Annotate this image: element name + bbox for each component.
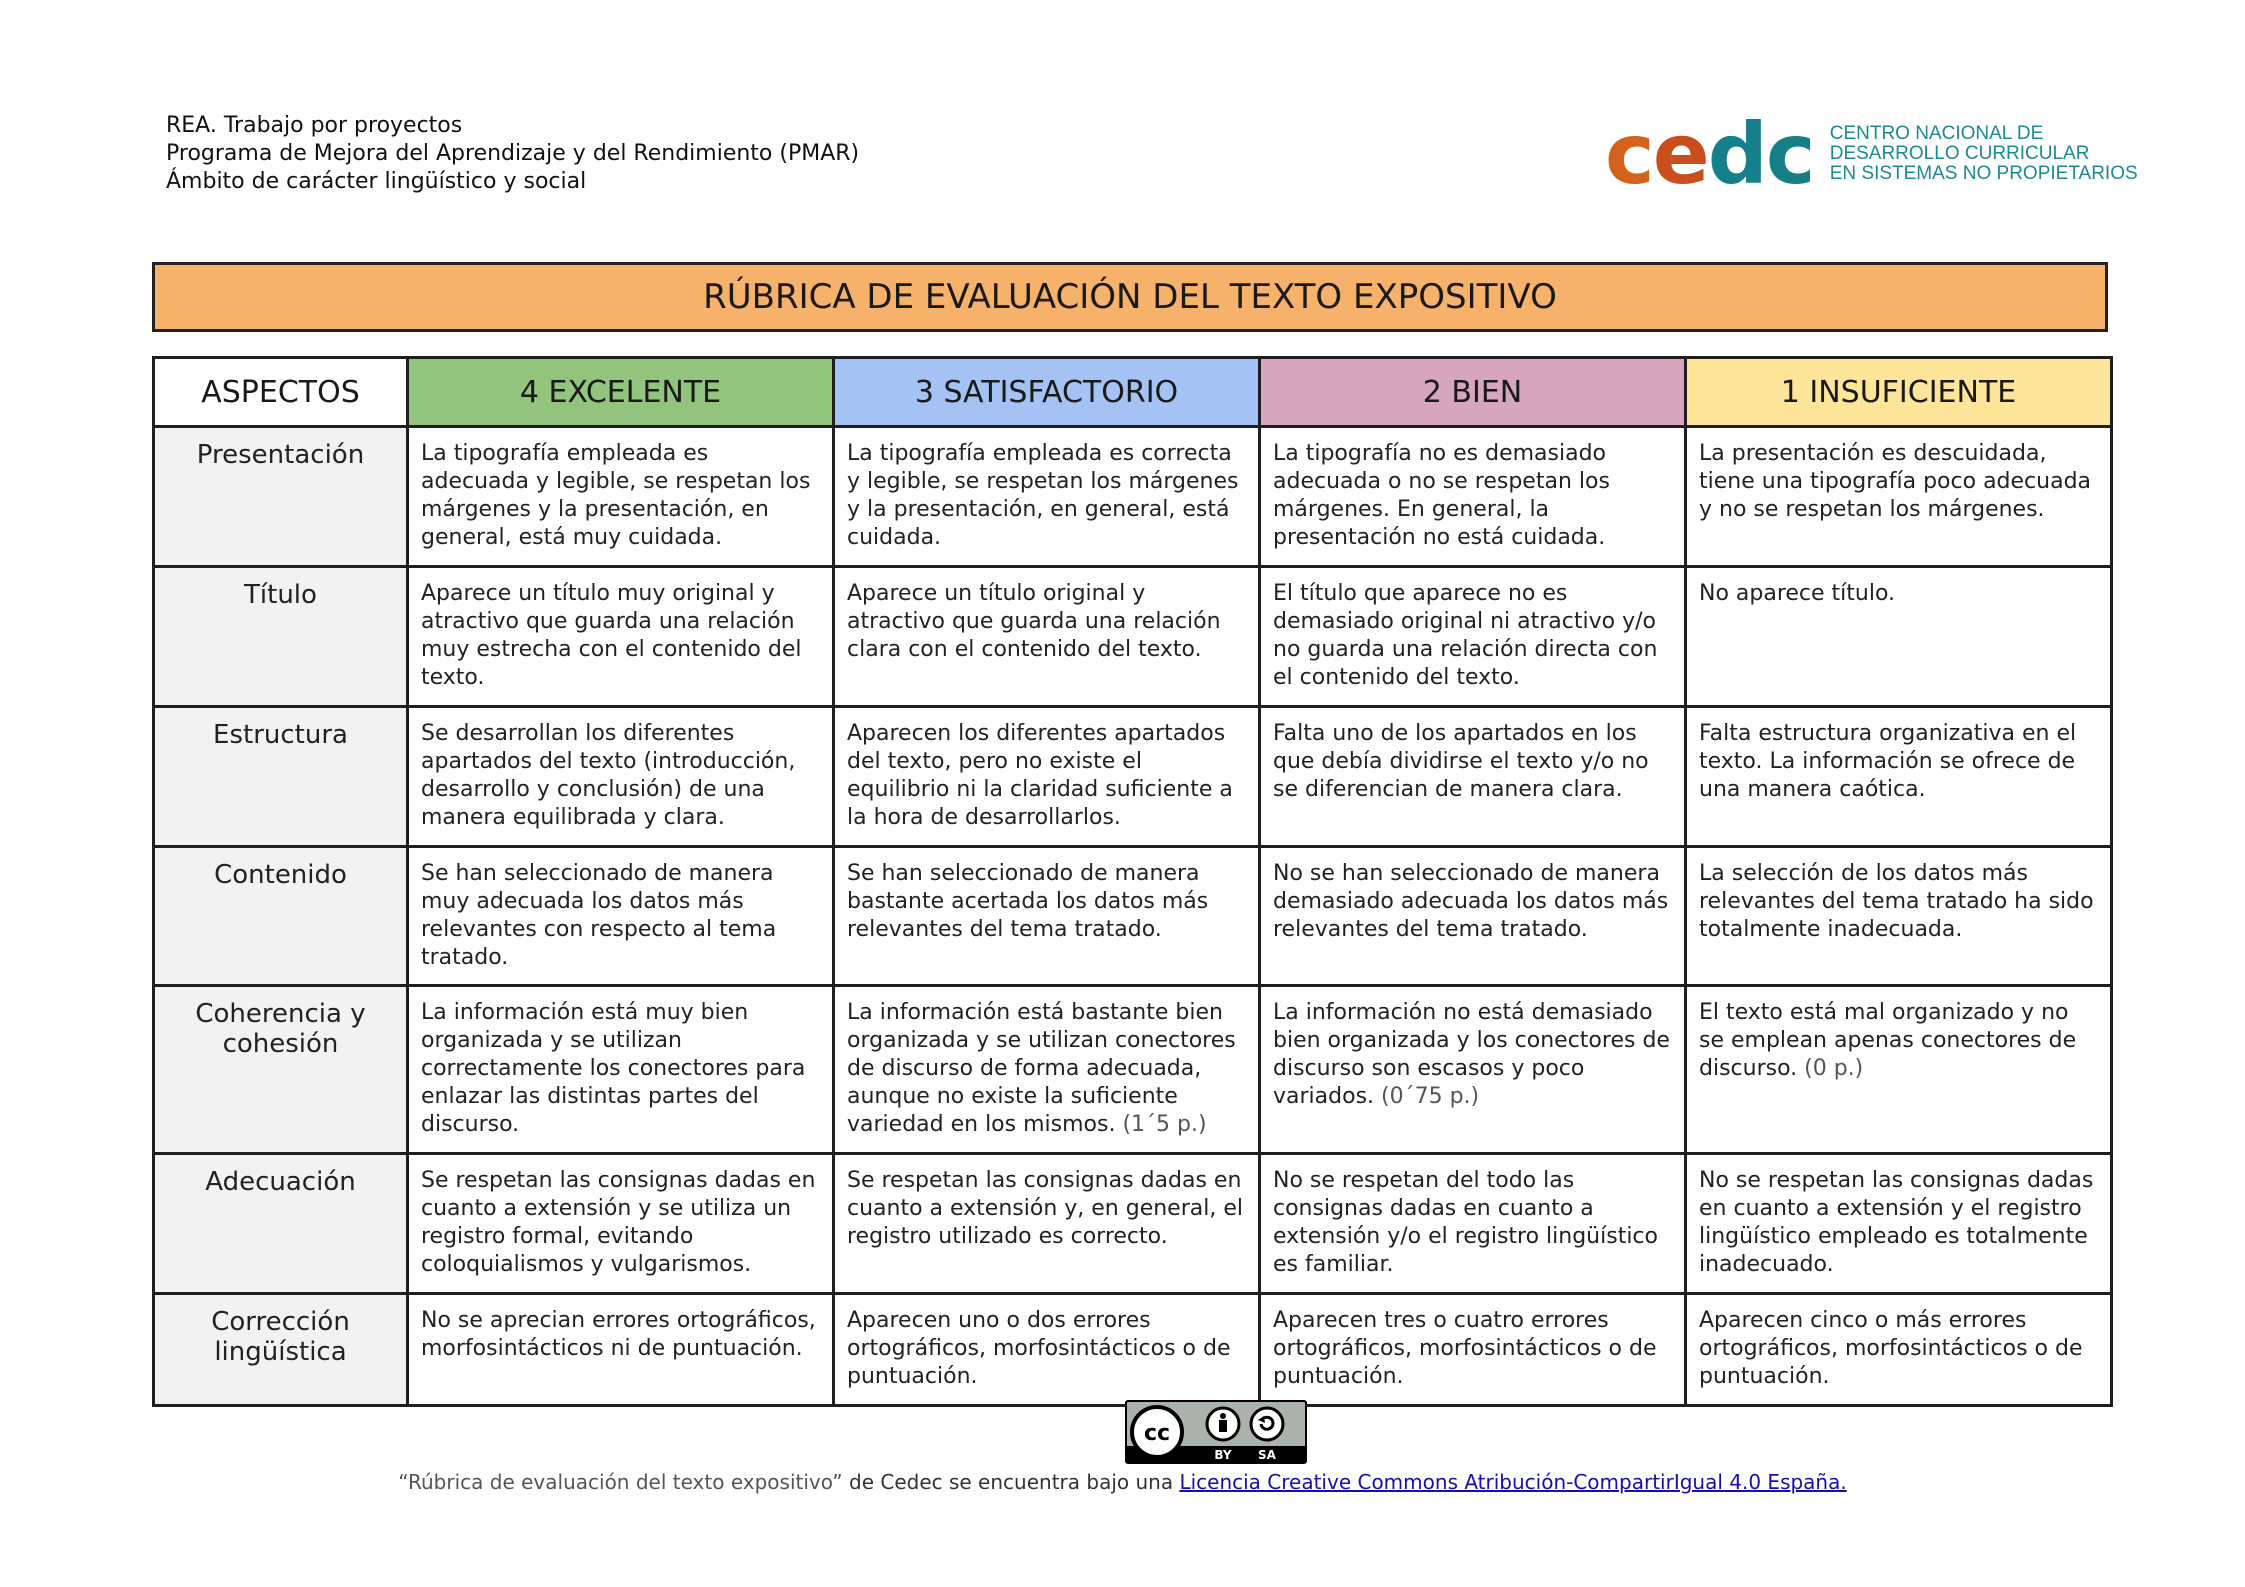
column-header-aspects: ASPECTOS [154, 358, 408, 427]
table-row [154, 427, 2112, 567]
criteria-cell: El texto está mal organizado y no se emplean apenas conectores de discurso. (0 p.) [1686, 986, 2112, 1154]
criteria-cell: La información está muy bien organizada y se utilizan correctamente los conectores para enlazar las distintas partes del discurso. [408, 986, 834, 1154]
rubric-header-row [154, 358, 2112, 427]
cedec-logo-word: cedc [1605, 105, 1814, 203]
svg-text:BY: BY [1214, 1448, 1232, 1462]
column-header-excelente: 4 EXCELENTE [408, 358, 834, 427]
criteria-cell: Aparece un título original y atractivo que guarda una relación clara con el contenido del texto. [834, 567, 1260, 707]
aspect-cell: Título [154, 567, 408, 707]
criteria-cell: Se respetan las consignas dadas en cuanto a extensión y, en general, el registro utilizado es correcto. [834, 1154, 1260, 1294]
criteria-cell: No se respetan del todo las consignas dadas en cuanto a extensión y/o el registro lingüístico es familiar. [1260, 1154, 1686, 1294]
cc-by-sa-badge[interactable] [1125, 1400, 1307, 1464]
license-link[interactable]: Licencia Creative Commons Atribución-CompartirIgual 4.0 España. [1179, 1470, 1847, 1494]
column-header-insuficiente: 1 INSUFICIENTE [1686, 358, 2112, 427]
criteria-cell: No se han seleccionado de manera demasiado adecuada los datos más relevantes del tema tratado. [1260, 847, 1686, 986]
criteria-cell: La información está bastante bien organizada y se utilizan conectores de discurso de forma adecuada, aunque no existe la suficiente variedad en los mismos. (1´5 p.) [834, 986, 1260, 1154]
criteria-cell: El título que aparece no es demasiado original ni atractivo y/o no guarda una relación directa con el contenido del texto. [1260, 567, 1686, 707]
aspect-cell: Contenido [154, 847, 408, 986]
rubric-title-banner [152, 262, 2108, 332]
criteria-cell: Se respetan las consignas dadas en cuanto a extensión y se utiliza un registro formal, evitando coloquialismos y vulgarismos. [408, 1154, 834, 1294]
criteria-cell: Aparecen los diferentes apartados del texto, pero no existe el equilibrio ni la claridad suficiente a la hora de desarrollarlos. [834, 707, 1260, 847]
criteria-cell: Se han seleccionado de manera muy adecuada los datos más relevantes con respecto al tema tratado. [408, 847, 834, 986]
rubric-table [152, 356, 2113, 1407]
svg-text:cc: cc [1143, 1421, 1171, 1446]
column-header-satisfactorio: 3 SATISFACTORIO [834, 358, 1260, 427]
license-quote: “Rúbrica de evaluación del texto expositivo” [398, 1470, 843, 1494]
cedec-logo-subtitle: CENTRO NACIONAL DE DESARROLLO CURRICULAR EN SISTEMAS NO PROPIETARIOS [1829, 123, 2138, 184]
criteria-cell: La tipografía empleada es adecuada y legible, se respetan los márgenes y la presentación, en general, está muy cuidada. [408, 427, 834, 567]
criteria-cell: Falta uno de los apartados en los que debía dividirse el texto y/o no se diferencian de manera clara. [1260, 707, 1686, 847]
criteria-cell: La información no está demasiado bien organizada y los conectores de discurso son escasos y poco variados. (0´75 p.) [1260, 986, 1686, 1154]
criteria-cell: La tipografía no es demasiado adecuada o no se respetan los márgenes. En general, la presentación no está cuidada. [1260, 427, 1686, 567]
criteria-cell: No se respetan las consignas dadas en cuanto a extensión y el registro lingüístico empleado es totalmente inadecuado. [1686, 1154, 2112, 1294]
criteria-cell: La presentación es descuidada, tiene una tipografía poco adecuada y no se respetan los márgenes. [1686, 427, 2112, 567]
license-footer [0, 1470, 2245, 1494]
svg-text:SA: SA [1258, 1448, 1276, 1462]
criteria-cell: Aparecen tres o cuatro errores ortográficos, morfosintácticos o de puntuación. [1260, 1294, 1686, 1406]
license-text: de Cedec se encuentra bajo una [842, 1470, 1180, 1494]
criteria-cell: Se han seleccionado de manera bastante acertada los datos más relevantes del tema tratado. [834, 847, 1260, 986]
table-row [154, 1294, 2112, 1406]
aspect-cell: Adecuación [154, 1154, 408, 1294]
criteria-cell: Falta estructura organizativa en el texto. La información se ofrece de una manera caótica. [1686, 707, 2112, 847]
cc-license-icon [1127, 1402, 1305, 1462]
table-row [154, 707, 2112, 847]
header-line-3: Ámbito de carácter lingüístico y social [166, 169, 587, 194]
criteria-cell: Se desarrollan los diferentes apartados del texto (introducción, desarrollo y conclusión) de una manera equilibrada y clara. [408, 707, 834, 847]
document-header [166, 112, 859, 196]
criteria-cell: Aparecen uno o dos errores ortográficos, morfosintácticos o de puntuación. [834, 1294, 1260, 1406]
table-row [154, 567, 2112, 707]
aspect-cell: Corrección lingüística [154, 1294, 408, 1406]
aspect-cell: Presentación [154, 427, 408, 567]
criteria-cell: No aparece título. [1686, 567, 2112, 707]
rubric-title: RÚBRICA DE EVALUACIÓN DEL TEXTO EXPOSITIVO [703, 277, 1557, 317]
table-row [154, 1154, 2112, 1294]
criteria-cell: Aparece un título muy original y atractivo que guarda una relación muy estrecha con el contenido del texto. [408, 567, 834, 707]
aspect-cell: Estructura [154, 707, 408, 847]
criteria-cell: La tipografía empleada es correcta y legible, se respetan los márgenes y la presentación, en general, está cuidada. [834, 427, 1260, 567]
aspect-cell: Coherencia y cohesión [154, 986, 408, 1154]
criteria-cell: No se aprecian errores ortográficos, morfosintácticos ni de puntuación. [408, 1294, 834, 1406]
cedec-logo [1605, 105, 2138, 203]
table-row [154, 847, 2112, 986]
criteria-cell: Aparecen cinco o más errores ortográficos, morfosintácticos o de puntuación. [1686, 1294, 2112, 1406]
criteria-cell: La selección de los datos más relevantes del tema tratado ha sido totalmente inadecuada. [1686, 847, 2112, 986]
header-line-2: Programa de Mejora del Aprendizaje y del Rendimiento (PMAR) [166, 141, 860, 166]
column-header-bien: 2 BIEN [1260, 358, 1686, 427]
table-row [154, 986, 2112, 1154]
header-line-1: REA. Trabajo por proyectos [166, 113, 463, 138]
